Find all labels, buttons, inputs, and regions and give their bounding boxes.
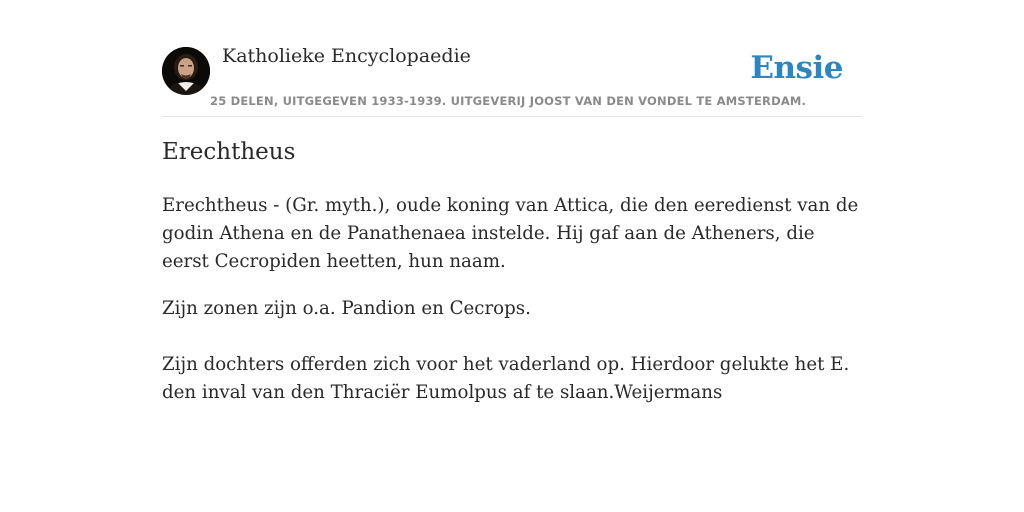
entry-body bbox=[162, 192, 862, 407]
portrait-icon bbox=[162, 47, 210, 95]
entry-title: Erechtheus bbox=[162, 139, 296, 165]
source-header bbox=[162, 44, 862, 117]
brand-logo[interactable]: Ensie bbox=[750, 50, 843, 86]
entry-paragraph: Zijn dochters offerden zich voor het vaderland op. Hierdoor gelukte het E. den inval van den Thraciër Eumolpus af te slaan.Weijermans bbox=[162, 354, 850, 403]
source-meta: 25 DELEN, UITGEGEVEN 1933-1939. UITGEVERIJ JOOST VAN DEN VONDEL TE AMSTERDAM. bbox=[210, 94, 807, 108]
entry-paragraph: Erechtheus - (Gr. myth.), oude koning van Attica, die den eeredienst van de godin Athena en de Panathenaea instelde. Hij gaf aan de Atheners, die eerst Cecropiden heetten, hun naam. bbox=[162, 195, 859, 272]
entry-paragraph: Zijn zonen zijn o.a. Pandion en Cecrops. bbox=[162, 298, 531, 319]
source-title[interactable]: Katholieke Encyclopaedie bbox=[222, 45, 471, 67]
avatar[interactable] bbox=[162, 47, 210, 95]
